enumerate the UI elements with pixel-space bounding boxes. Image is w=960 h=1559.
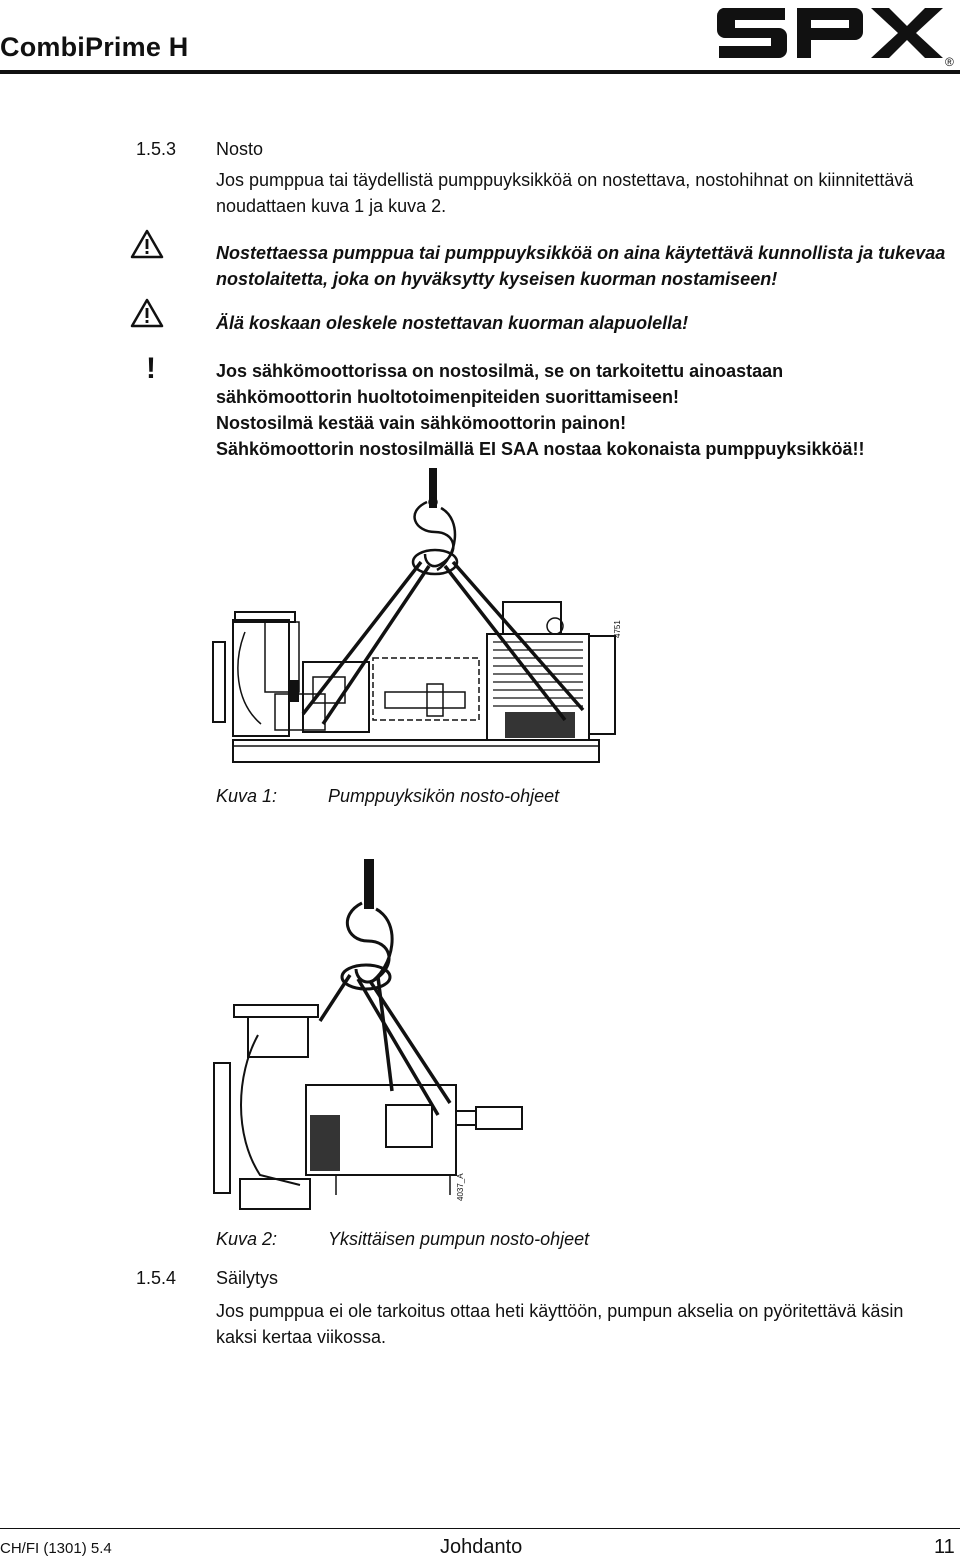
notice-line: Sähkömoottorin nostosilmällä EI SAA nostaa kokonaista pumppuyksikköä!! (216, 439, 865, 459)
storage-paragraph: Jos pumppua ei ole tarkoitus ottaa heti käyttöön, pumpun akselia on pyöritettävä käsin kaksi kertaa viikossa. (216, 1301, 904, 1347)
footer-doc-code: CH/FI (1301) 5.4 (0, 1540, 112, 1557)
notice-line: sähkömoottorin huoltotoimenpiteiden suorittamiseen! (216, 387, 680, 407)
figure-pump-unit-lifting (205, 462, 625, 779)
section-number: 1.5.4 (136, 1268, 177, 1288)
registered-mark: ® (945, 55, 954, 69)
warning-triangle-icon (130, 229, 164, 264)
figure2-label: Kuva 2: (216, 1229, 278, 1249)
warning-text-suspended-load: Älä koskaan oleskele nostettavan kuorman alapuolella! (216, 313, 689, 333)
notice-line: Nostosilmä kestää vain sähkömoottorin painon! (216, 413, 627, 433)
warning-triangle-icon (130, 298, 164, 333)
figure2-caption: Yksittäisen pumpun nosto-ohjeet (328, 1229, 590, 1249)
notice-line: Jos sähkömoottorissa on nostosilmä, se on tarkoitettu ainoastaan (216, 361, 784, 381)
intro-paragraph: Jos pumppua tai täydellistä pumppuyksikköä on nostettava, nostohihnat on kiinnitettävä noudattaen kuva 1 ja kuva 2. (216, 170, 914, 216)
figure-single-pump-lifting (210, 855, 530, 1230)
figure1-caption: Pumppuyksikön nosto-ohjeet (328, 786, 560, 806)
header-rule (0, 70, 960, 74)
document-title: CombiPrime H (0, 32, 189, 62)
warning-text-lifting-equipment: Nostettaessa pumppua tai pumppuyksikköä on aina käytettävä kunnollista ja tukevaa nostolaitetta, joka on hyväksytty kyseisen kuorman nostamiseen! (216, 243, 946, 289)
section-heading: Nosto (216, 139, 264, 159)
drawing-number-4037a: 4037_A (456, 1173, 465, 1201)
footer-page-number: 11 (934, 1536, 955, 1558)
drawing-number-4751: 4751 (613, 620, 622, 638)
figure1-label: Kuva 1: (216, 786, 278, 806)
exclamation-icon: ! (146, 352, 156, 385)
section-number: 1.5.3 (136, 139, 177, 159)
spx-logo (715, 0, 960, 70)
footer-rule (0, 1528, 960, 1529)
footer-chapter: Johdanto (440, 1536, 523, 1558)
section-heading: Säilytys (216, 1268, 279, 1288)
notice-block (216, 358, 956, 462)
